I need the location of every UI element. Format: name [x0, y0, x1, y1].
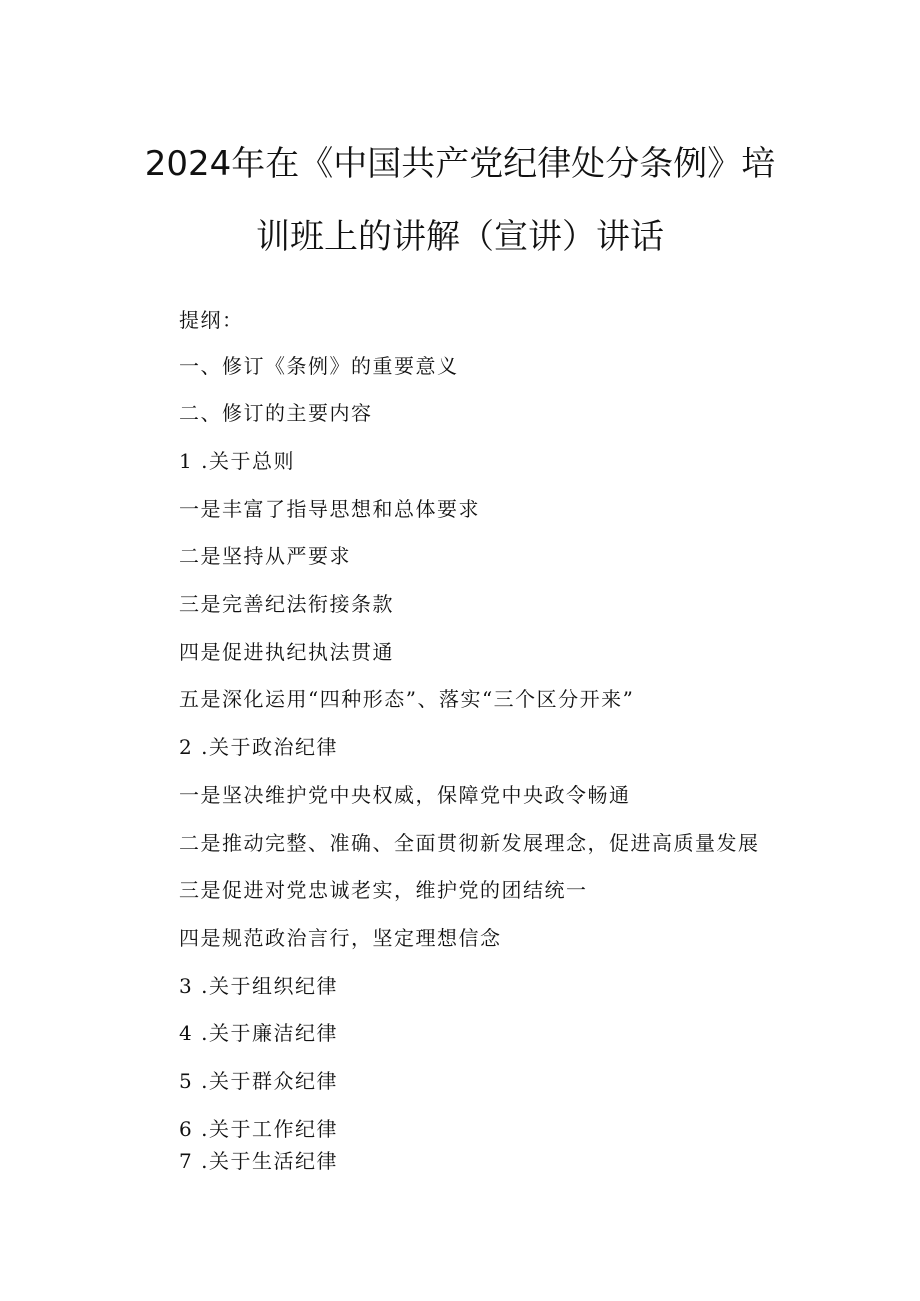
outline-item: 三是促进对党忠诚老实，维护党的团结统一 [179, 878, 588, 902]
outline-item: 3 .关于组织纪律 [179, 974, 338, 998]
outline-item: 一、修订《条例》的重要意义 [179, 354, 459, 378]
outline-item: 二是坚持从严要求 [179, 544, 351, 568]
outline-item: 二是推动完整、准确、全面贯彻新发展理念，促进高质量发展 [179, 831, 760, 855]
outline-item: 一是丰富了指导思想和总体要求 [179, 497, 480, 521]
outline-item: 五是深化运用“四种形态”、落实“三个区分开来” [179, 687, 635, 711]
outline-item: 一是坚决维护党中央权威，保障党中央政令畅通 [179, 783, 631, 807]
outline-item: 四是规范政治言行，坚定理想信念 [179, 926, 502, 950]
outline-item: 7 .关于生活纪律 [179, 1149, 338, 1173]
outline-item: 2 .关于政治纪律 [179, 735, 338, 759]
outline-item: 1 .关于总则 [179, 449, 295, 473]
document-title-line-1: 2024年在《中国共产党纪律处分条例》培 [144, 144, 776, 184]
outline-item: 4 .关于廉洁纪律 [179, 1021, 338, 1045]
outline-item: 6 .关于工作纪律 [179, 1117, 338, 1141]
document-title-line-2: 训班上的讲解（宣讲）讲话 [256, 217, 664, 257]
outline-heading: 提纲： [179, 308, 244, 332]
outline-item: 三是完善纪法衔接条款 [179, 592, 394, 616]
outline-item: 5 .关于群众纪律 [179, 1069, 338, 1093]
outline-item: 二、修订的主要内容 [179, 401, 373, 425]
outline-item: 四是促进执纪执法贯通 [179, 640, 394, 664]
